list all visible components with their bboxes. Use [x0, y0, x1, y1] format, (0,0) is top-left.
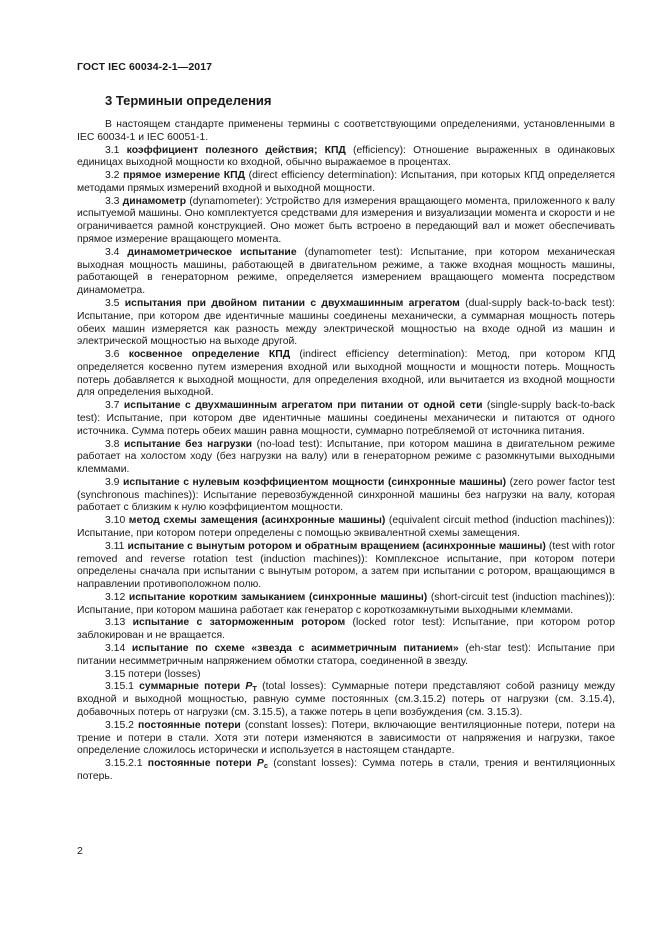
term-number: 3.15.2.1 [105, 758, 143, 770]
term-number: 3.9 [105, 476, 120, 488]
term-name: испытание с нулевым коэффициентом мощности (синхронные машины) [123, 476, 507, 488]
term-definition: (locked rotor test): Испытание, при котором ротор заблокирован и не вращается. [77, 617, 615, 642]
term-number: 3.7 [105, 400, 120, 412]
term-name: испытание без нагрузки [124, 438, 253, 450]
term-definition: (efficiency): Отношение выраженных в одинаковых единицах выходной мощности ко входной, обычно выражаемое в процентах. [77, 144, 616, 169]
term-name: динамометрическое испытание [127, 246, 297, 258]
term-paragraph [77, 669, 615, 682]
term-paragraph [77, 592, 615, 618]
term-definition: (eh-star test): Испытание при питании несимметричным напряжением обмотки статора, соединенной в звезду. [77, 643, 615, 667]
term-paragraph [77, 298, 615, 349]
term-paragraph [77, 400, 615, 438]
term-number: 3.15.2 [105, 719, 134, 731]
term-number: 3.10 [105, 515, 126, 527]
term-number: 3.11 [105, 540, 125, 552]
term-name: испытания при двойном питании с двухмашинным агрегатом [124, 297, 460, 309]
term-symbol [245, 681, 257, 692]
document-body [77, 119, 615, 784]
term-paragraph [77, 515, 615, 541]
term-paragraph [77, 349, 615, 400]
term-paragraph [77, 643, 615, 669]
term-definition: (no-load test): Испытание, при котором машина в двигательном режиме работает на холостом ходу (без нагрузки на валу) или в генераторном режиме с разомкнутыми выходными клеммами. [77, 438, 616, 476]
term-name: метод схемы замещения (асинхронные машины) [128, 515, 386, 527]
terms-list [77, 145, 615, 784]
term-definition: (direct efficiency determination): Испытания, при которых КПД определяется методами прямых измерений входной и выходной мощности. [77, 170, 616, 194]
symbol-subscript: T [252, 684, 257, 694]
term-name: испытание коротким замыканием (синхронные машины) [128, 591, 428, 603]
term-number: 3.14 [105, 643, 126, 655]
term-name: потери [128, 668, 162, 680]
term-paragraph [77, 681, 615, 719]
intro-paragraph: В настоящем стандарте применены термины с соответствующими определениями, установленными в IEC 60034-1 и IEC 60051-1. [77, 119, 615, 143]
term-number: 3.2 [105, 170, 120, 182]
document-header: ГОСТ IEC 60034-2-1—2017 [77, 61, 213, 73]
term-definition: (losses) [161, 668, 201, 680]
term-definition: (constant losses): Сумма потерь в стали, трения и вентиляционных потерь. [77, 758, 616, 782]
term-paragraph [77, 477, 615, 515]
term-name: суммарные потери [139, 681, 241, 693]
page-number: 2 [77, 845, 83, 857]
term-name: испытание по схеме «звезда с асимметричным питанием» [131, 643, 459, 655]
term-paragraph [77, 541, 615, 592]
term-definition: (indirect efficiency determination): Метод, при котором КПД определяется косвенно путем измерения входной или выходной мощности и мощности потерь. Мощность потерь добавляется к выходной мощности, для определения входной, или вычитается из входной мощности для определения выходной. [77, 349, 616, 399]
term-definition: (dynamometer): Устройство для измерения вращающего момента, приложенного к валу испытуемой машины. Оно комплектуется средствами для измерения и визуализации момента и скорости и не ограничивается рамной конструкцией. Оно может быть встроено в передающий вал и может обеспечивать прямое измерение вращающего момента. [77, 195, 615, 246]
term-number: 3.3 [105, 195, 120, 207]
term-name: испытание с вынутым ротором и обратным вращением (асинхронные машины) [127, 540, 546, 552]
term-number: 3.4 [105, 246, 120, 258]
term-definition: (zero power factor test (synchronous machines)): Испытание перевозбужденной синхронной машины без нагрузки на валу, которая работает с близким к нулю коэффициентом мощности. [77, 476, 615, 514]
symbol-letter: P [256, 758, 264, 770]
term-name: испытание с двухмашинным агрегатом при питании от одной сети [123, 400, 483, 412]
term-definition: (test with rotor removed and reverse rotation test (induction machines)): Комплексное испытание, при котором потери определены сначала при испытании с вынутым ротором, а затем при испытании с ротором, вращающимся в направлении противоположном полю. [77, 540, 616, 591]
term-paragraph [77, 617, 615, 643]
term-number: 3.15.1 [105, 681, 134, 693]
term-definition: (short-circuit test (induction machines)): Испытание, при котором машина работает как генератор с короткозамкнутыми выходными клеммами. [77, 591, 616, 616]
term-paragraph [77, 145, 615, 171]
term-number: 3.6 [105, 349, 120, 361]
term-number: 3.8 [105, 438, 120, 450]
term-number: 3.12 [105, 591, 126, 603]
term-paragraph [77, 439, 615, 477]
term-definition: (constant losses): Потери, включающие вентиляционные потери, потери на трение и потери в стали. Хотя эти потери изменяются в зависимости от напряжения и нагрузки, такое определение сложилось исторически и используется в настоящем стандарте. [77, 719, 615, 757]
term-paragraph [77, 758, 615, 784]
term-number: 3.5 [105, 297, 120, 309]
term-paragraph [77, 247, 615, 298]
term-number: 3.13 [105, 617, 126, 629]
term-paragraph [77, 196, 615, 247]
section-title: 3 Терминыи определения [105, 93, 272, 108]
term-definition: (dynamometer test): Испытание, при котором механическая выходная мощность машины, работающей в двигательном режиме, а также входная мощность машины, работающей в генераторном режиме, определяется измерением вращающего момента посредством динамометра. [77, 246, 615, 297]
term-definition: (dual-supply back-to-back test): Испытание, при котором две идентичные машины соединены механически, а суммарная мощность потерь обеих машин измеряется как разность между электрической мощностью на входе одной из машин и электрической мощностью на выходе другой. [77, 297, 615, 348]
term-paragraph [77, 170, 615, 196]
term-definition: (equivalent circuit method (induction machines)): Испытание, при котором потери определены с помощью эквивалентной схемы замещения. [77, 515, 615, 539]
term-name: испытание с заторможенным ротором [132, 617, 346, 629]
symbol-letter: P [245, 681, 253, 693]
term-definition: (total losses): Суммарные потери представляют собой разницу между входной и выходной мощностью, равную сумме постоянных (см.3.15.2) потерь от нагрузки (см. 3.15.4), добавочных потерь от нагрузки (см. 3.15.5), а также потерь в цепи возбуждения (см. 3.15.3). [77, 681, 615, 718]
term-number: 3.15 [105, 668, 126, 680]
term-name: косвенное определение КПД [128, 349, 291, 361]
term-number: 3.1 [105, 144, 120, 156]
term-definition: (single-supply back-to-back test): Испытание, при котором две идентичные машины соединены механически и питаются от одного источника. Сумма потерь обеих машин равна мощности, суммарно потребляемой от источника питания. [77, 400, 615, 437]
term-name: постоянные потери [147, 758, 252, 770]
symbol-subscript: c [263, 761, 269, 771]
term-paragraph [77, 720, 615, 758]
term-name: динамометр [122, 195, 187, 207]
term-name: постоянные потери [137, 719, 241, 731]
term-name: прямое измерение КПД [123, 170, 246, 182]
term-symbol [257, 758, 268, 769]
term-name: коэффициент полезного действия; КПД [126, 144, 346, 156]
